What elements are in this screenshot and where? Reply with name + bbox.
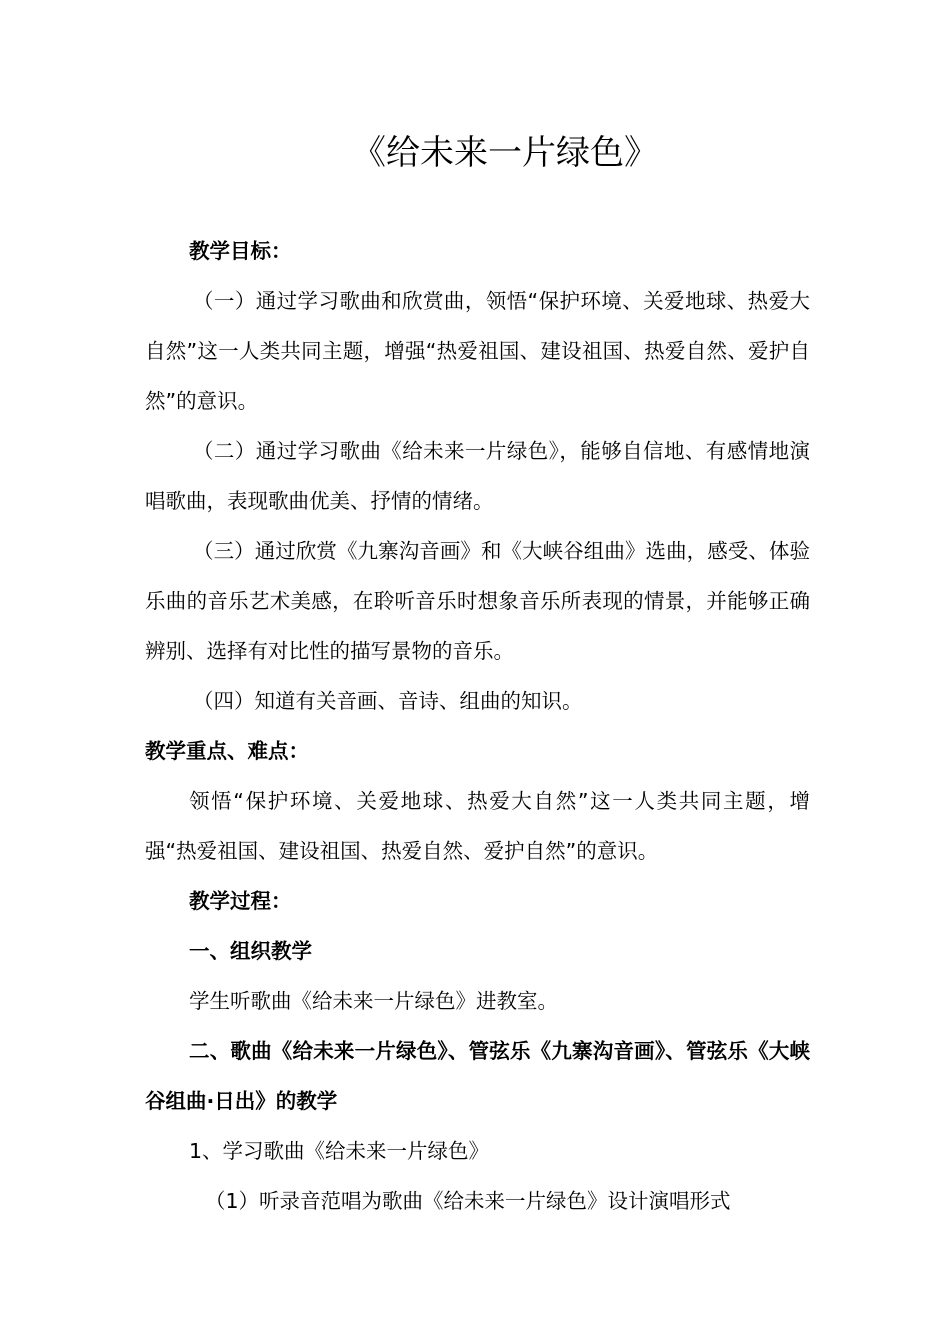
step-1-heading: 一、组织教学: [189, 939, 312, 963]
process-heading: 教学过程：: [189, 889, 292, 913]
keypoints-paragraph: 领悟“保护环境、关爱地球、热爱大自然”这一人类共同主题，增强“热爱祖国、建设祖国、热爱自然、爱护自然”的意识。: [145, 789, 810, 863]
goal-paragraph-4: （四）知道有关音画、音诗、组曲的知识。: [193, 689, 583, 713]
goal-paragraph-3: （三）通过欣赏《九寨沟音画》和《大峡谷组曲》选曲，感受、体验乐曲的音乐艺术美感，在聆听音乐时想象音乐所表现的情景，并能够正确辨别、选择有对比性的描写景物的音乐。: [145, 539, 810, 663]
keypoints-heading: 教学重点、难点：: [145, 739, 309, 763]
substep-1-1-item: （1）听录音范唱为歌曲《给未来一片绿色》设计演唱形式: [205, 1189, 731, 1213]
step-2-heading: 二、歌曲《给未来一片绿色》、管弦乐《九寨沟音画》、管弦乐《大峡谷组曲·日出》的教学: [145, 1039, 810, 1113]
document-title: 《给未来一片绿色》: [352, 133, 658, 173]
goals-heading: 教学目标：: [189, 239, 292, 263]
document-body: [145, 226, 810, 1226]
step-1-paragraph: 学生听歌曲《给未来一片绿色》进教室。: [189, 989, 558, 1013]
goal-paragraph-1: （一）通过学习歌曲和欣赏曲，领悟“保护环境、关爱地球、热爱大自然”这一人类共同主题，增强“热爱祖国、建设祖国、热爱自然、爱护自然”的意识。: [145, 289, 810, 413]
goal-paragraph-2: （二）通过学习歌曲《给未来一片绿色》，能够自信地、有感情地演唱歌曲，表现歌曲优美、抒情的情绪。: [145, 439, 810, 513]
substep-1-heading: 1、学习歌曲《给未来一片绿色》: [189, 1139, 490, 1163]
